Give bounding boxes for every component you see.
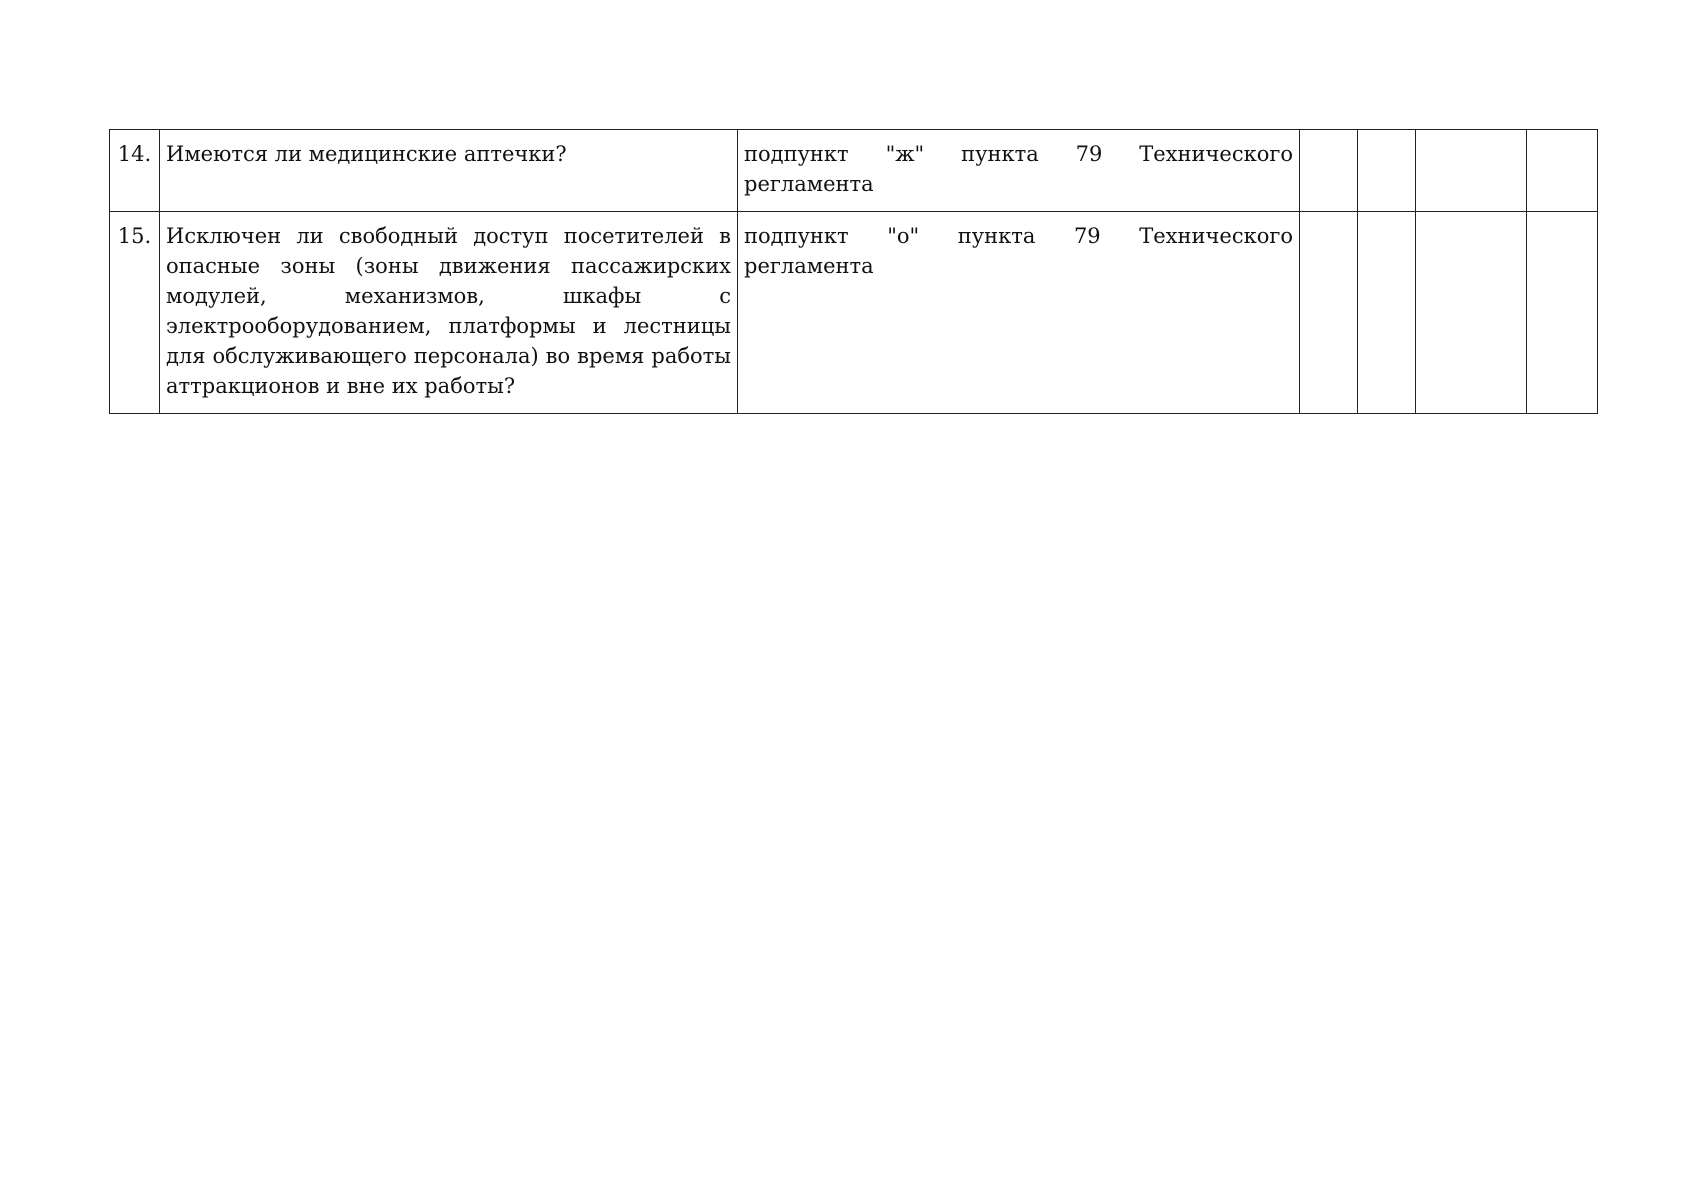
answer-cell[interactable] xyxy=(1300,130,1358,212)
question-text: Исключен ли свободный доступ посетителей в опасные зоны (зоны движения пассажирских модулей, механизмов, шкафы с электрооборудованием, платформы и лестницы для обслуживающего персонала) во время работы аттракционов и вне их работы? xyxy=(160,212,738,414)
row-number: 15. xyxy=(110,212,160,414)
legal-reference-line: регламента xyxy=(744,172,874,196)
legal-reference-line: подпункт "о" пункта 79 Технического xyxy=(744,224,1293,248)
question-text: Имеются ли медицинские аптечки? xyxy=(160,130,738,212)
answer-cell[interactable] xyxy=(1527,130,1598,212)
legal-reference xyxy=(738,130,1300,212)
answer-cell[interactable] xyxy=(1358,212,1416,414)
answer-cell[interactable] xyxy=(1416,212,1527,414)
table-row xyxy=(110,212,1598,414)
checklist-table xyxy=(109,129,1598,414)
answer-cell[interactable] xyxy=(1527,212,1598,414)
legal-reference-line: регламента xyxy=(744,254,874,278)
table-row xyxy=(110,130,1598,212)
answer-cell[interactable] xyxy=(1300,212,1358,414)
row-number: 14. xyxy=(110,130,160,212)
legal-reference xyxy=(738,212,1300,414)
answer-cell[interactable] xyxy=(1358,130,1416,212)
legal-reference-line: подпункт "ж" пункта 79 Технического xyxy=(744,142,1293,166)
answer-cell[interactable] xyxy=(1416,130,1527,212)
